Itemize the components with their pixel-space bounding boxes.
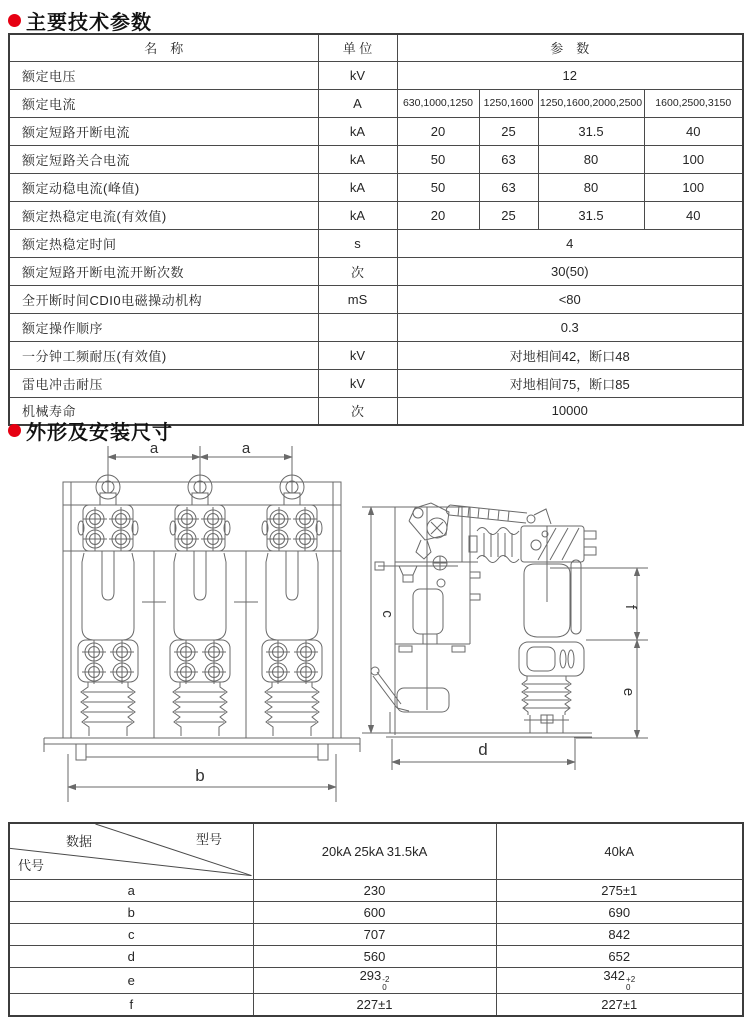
dims-value-cell: 227±1: [496, 994, 743, 1016]
dims-value-cell: 227±1: [253, 994, 496, 1016]
spec-row: [9, 201, 743, 229]
dims-value-cell: 342 +2 0: [496, 967, 743, 994]
spec-header-param: 参 数: [397, 34, 743, 61]
spec-value-cell: 80: [538, 145, 644, 173]
spec-unit-cell: kA: [318, 173, 397, 201]
tolerance-upper: -2: [382, 974, 390, 984]
spec-value-cell: 对地相间42，断口48: [397, 341, 743, 369]
section-title-dimensions: [8, 416, 173, 445]
spec-value-cell: 630,1000,1250: [397, 89, 479, 117]
spec-row: [9, 89, 743, 117]
spec-unit-cell: kA: [318, 201, 397, 229]
section-title-dimensions-text: 外形及安装尺寸: [26, 422, 173, 444]
spec-value-cell: 10000: [397, 397, 743, 425]
spec-value-cell: 25: [479, 201, 538, 229]
dimension-table: [8, 822, 744, 1017]
section-title-specs: [8, 6, 152, 35]
spec-name-cell: 额定电流: [9, 89, 318, 117]
corner-label-data: 数据: [66, 834, 93, 849]
dimension-drawings: [0, 442, 750, 814]
dims-value-cell: 707: [253, 923, 496, 945]
spec-unit-cell: kA: [318, 145, 397, 173]
dim-label-a1: a: [149, 442, 159, 457]
dims-row: [9, 901, 743, 923]
spec-header-name: 名 称: [9, 34, 318, 61]
dim-label-e: e: [620, 687, 637, 697]
spec-value-cell: 12: [397, 61, 743, 89]
spec-name-cell: 额定热稳定电流(有效值): [9, 201, 318, 229]
dims-code-cell: f: [9, 994, 253, 1016]
dims-row: [9, 945, 743, 967]
spec-value-cell: 100: [644, 173, 743, 201]
spec-table: [8, 33, 744, 426]
spec-value-cell: 50: [397, 145, 479, 173]
dim-label-a2: a: [241, 442, 251, 457]
spec-name-cell: 一分钟工频耐压(有效值): [9, 341, 318, 369]
corner-label-code: 代号: [18, 858, 45, 873]
spec-value-cell: 1250,1600: [479, 89, 538, 117]
tolerance-upper: +2: [626, 974, 636, 984]
dim-label-f: f: [622, 604, 639, 610]
dims-code-cell: a: [9, 879, 253, 901]
dim-label-d: d: [478, 740, 488, 759]
dims-col-header-1: 20kA 25kA 31.5kA: [253, 823, 496, 879]
spec-row: [9, 257, 743, 285]
side-view-drawing: [362, 503, 648, 770]
spec-row: [9, 61, 743, 89]
dims-col-header-2: 40kA: [496, 823, 743, 879]
dims-value-cell: 600: [253, 901, 496, 923]
dims-value-cell: 275±1: [496, 879, 743, 901]
spec-header-row: [9, 34, 743, 61]
spec-name-cell: 额定短路开断电流: [9, 117, 318, 145]
spec-row: [9, 341, 743, 369]
dims-code-cell: e: [9, 967, 253, 994]
spec-name-cell: 额定动稳电流(峰值): [9, 173, 318, 201]
dim-label-b: b: [195, 766, 205, 785]
dim-label-c: c: [379, 610, 396, 618]
red-bullet-icon: [8, 14, 21, 27]
dims-code-cell: b: [9, 901, 253, 923]
spec-header-unit: 单 位: [318, 34, 397, 61]
tolerance-lower: 0: [626, 983, 631, 993]
tolerance-lower: 0: [382, 983, 387, 993]
spec-name-cell: 额定短路关合电流: [9, 145, 318, 173]
spec-name-cell: 雷电冲击耐压: [9, 369, 318, 397]
dims-value-cell: 230: [253, 879, 496, 901]
spec-value-cell: 25: [479, 117, 538, 145]
corner-label-model: 型号: [196, 832, 223, 847]
red-bullet-icon: [8, 424, 21, 437]
spec-value-cell: 对地相间75，断口85: [397, 369, 743, 397]
spec-value-cell: 1600,2500,3150: [644, 89, 743, 117]
spec-value-cell: 50: [397, 173, 479, 201]
dims-row: [9, 879, 743, 901]
spec-row: [9, 145, 743, 173]
front-view-drawing: [44, 442, 360, 802]
spec-value-cell: <80: [397, 285, 743, 313]
dims-header-row: [9, 823, 743, 879]
spec-unit-cell: kV: [318, 369, 397, 397]
spec-value-cell: 63: [479, 145, 538, 173]
spec-value-cell: 4: [397, 229, 743, 257]
spec-row: [9, 117, 743, 145]
spec-value-cell: 20: [397, 201, 479, 229]
dims-row: [9, 967, 743, 994]
spec-value-cell: 100: [644, 145, 743, 173]
spec-value-cell: 63: [479, 173, 538, 201]
spec-name-cell: 额定热稳定时间: [9, 229, 318, 257]
spec-name-cell: 额定操作顺序: [9, 313, 318, 341]
spec-name-cell: 额定短路开断电流开断次数: [9, 257, 318, 285]
spec-unit-cell: kA: [318, 117, 397, 145]
spec-value-cell: 80: [538, 173, 644, 201]
dims-code-cell: c: [9, 923, 253, 945]
spec-row: [9, 229, 743, 257]
spec-name-cell: 全开断时间CDI0电磁操动机构: [9, 285, 318, 313]
spec-row: [9, 369, 743, 397]
spec-value-cell: 1250,1600,2000,2500: [538, 89, 644, 117]
dims-corner-cell: [9, 823, 253, 879]
spec-unit-cell: A: [318, 89, 397, 117]
section-title-specs-text: 主要技术参数: [26, 12, 152, 34]
spec-value-cell: 0.3: [397, 313, 743, 341]
spec-unit-cell: 次: [318, 397, 397, 425]
spec-value-cell: 40: [644, 117, 743, 145]
spec-row: [9, 173, 743, 201]
spec-value-cell: 40: [644, 201, 743, 229]
spec-value-cell: 20: [397, 117, 479, 145]
dims-row: [9, 923, 743, 945]
spec-row: [9, 313, 743, 341]
dims-code-cell: d: [9, 945, 253, 967]
tolerance-value: [626, 976, 635, 994]
tolerance-value: [382, 976, 389, 994]
dims-row: [9, 994, 743, 1016]
spec-unit-cell: s: [318, 229, 397, 257]
dims-value-cell: 560: [253, 945, 496, 967]
spec-value-cell: 31.5: [538, 201, 644, 229]
spec-value-cell: 30(50): [397, 257, 743, 285]
dims-value-cell: 690: [496, 901, 743, 923]
dims-value-cell: 842: [496, 923, 743, 945]
dims-value-cell: 652: [496, 945, 743, 967]
spec-unit-cell: 次: [318, 257, 397, 285]
spec-unit-cell: mS: [318, 285, 397, 313]
dims-value-cell: 293 -2 0: [253, 967, 496, 994]
spec-name-cell: 额定电压: [9, 61, 318, 89]
spec-unit-cell: kV: [318, 61, 397, 89]
spec-name-cell: 机械寿命: [9, 397, 318, 425]
spec-row: [9, 285, 743, 313]
spec-unit-cell: [318, 313, 397, 341]
spec-unit-cell: kV: [318, 341, 397, 369]
spec-value-cell: 31.5: [538, 117, 644, 145]
